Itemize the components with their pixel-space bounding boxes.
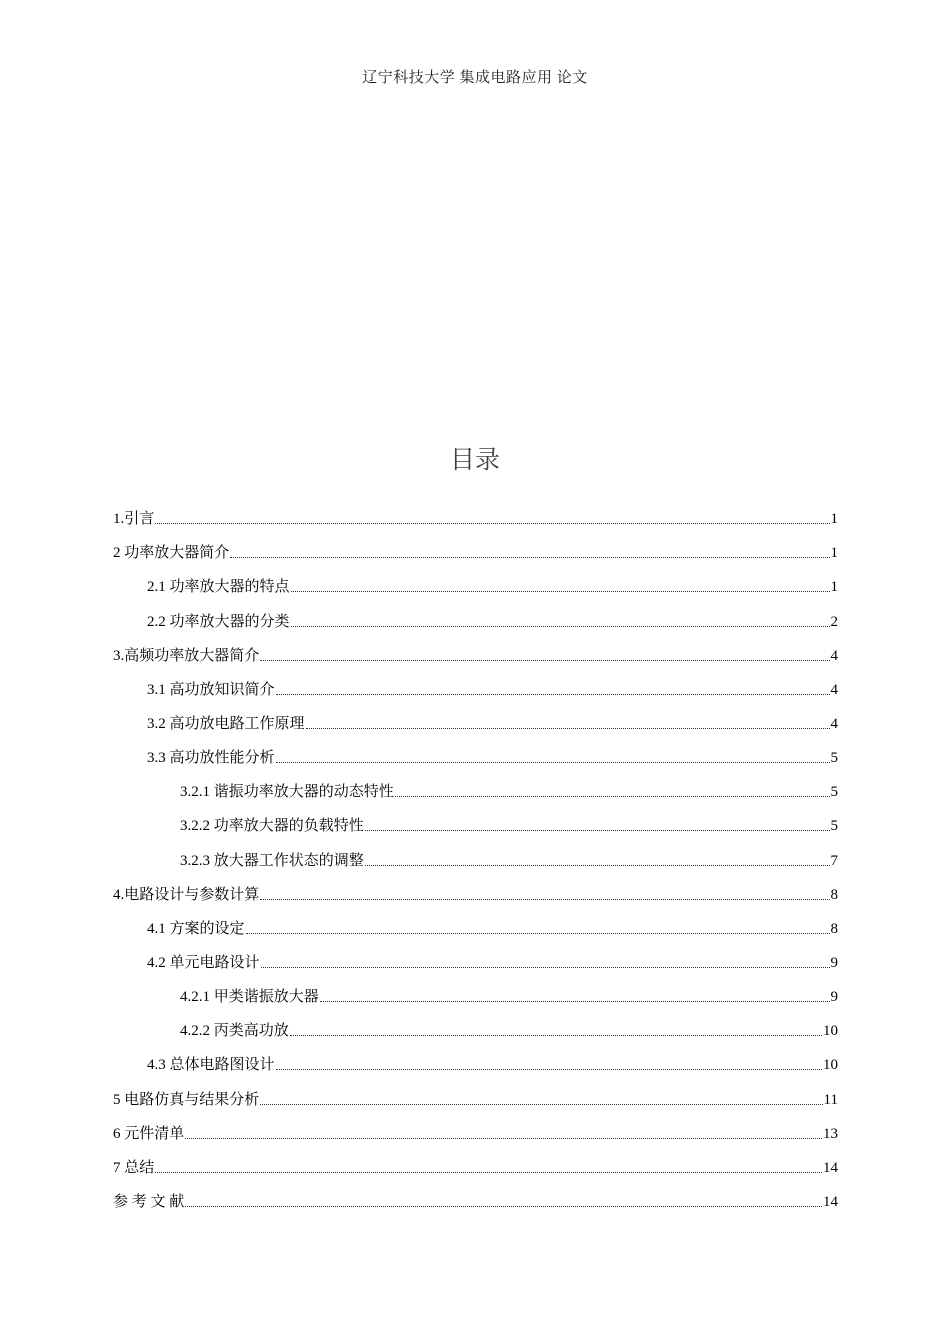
toc-entry[interactable] [113, 1144, 838, 1178]
dot-leader [260, 1104, 822, 1105]
toc-entry-page-number: 11 [823, 1091, 838, 1108]
toc-entry-page-number: 5 [830, 750, 838, 767]
toc-entry-page-number: 9 [830, 954, 838, 971]
toc-entry[interactable] [113, 836, 838, 870]
toc-entry[interactable] [113, 1178, 838, 1212]
toc-entry-label: 参 考 文 献 [113, 1193, 185, 1210]
dot-leader [276, 762, 830, 763]
toc-entry-label: 3.3 高功放性能分析 [147, 750, 275, 767]
toc-entry-label: 3.2.3 放大器工作状态的调整 [180, 852, 364, 869]
toc-entry-label: 2 功率放大器简介 [113, 545, 230, 562]
toc-entry-label: 3.高频功率放大器简介 [113, 647, 260, 664]
toc-entry-label: 3.2.2 功率放大器的负载特性 [180, 818, 364, 835]
dot-leader [246, 933, 830, 934]
toc-entry[interactable] [113, 905, 838, 939]
toc-entry-label: 6 元件清单 [113, 1125, 185, 1142]
toc-entry-label: 4.1 方案的设定 [147, 920, 245, 937]
dot-leader [320, 1001, 830, 1002]
toc-entry[interactable] [113, 973, 838, 1007]
toc-entry-page-number: 8 [830, 886, 838, 903]
toc-entry-page-number: 14 [823, 1193, 838, 1210]
toc-entry-label: 4.电路设计与参数计算 [113, 886, 260, 903]
toc-entry-page-number: 8 [830, 920, 838, 937]
page-header: 辽宁科技大学 集成电路应用 论文 [362, 70, 588, 86]
toc-entry-page-number: 4 [830, 715, 838, 732]
toc-entry[interactable] [113, 1075, 838, 1109]
toc-entry[interactable] [113, 871, 838, 905]
toc-entry[interactable] [113, 563, 838, 597]
toc-entry[interactable] [113, 529, 838, 563]
toc-entry[interactable] [113, 666, 838, 700]
toc-entry-page-number: 5 [830, 818, 838, 835]
toc-entry-label: 5 电路仿真与结果分析 [113, 1091, 260, 1108]
toc-entry-page-number: 1 [830, 511, 838, 528]
toc-entry-label: 2.1 功率放大器的特点 [147, 579, 290, 596]
toc-entry[interactable] [113, 734, 838, 768]
toc-entry[interactable] [113, 597, 838, 631]
dot-leader [155, 523, 829, 524]
toc-entry-page-number: 10 [823, 1023, 838, 1040]
toc-entry-page-number: 7 [830, 852, 838, 869]
toc-entry-page-number: 13 [823, 1125, 838, 1142]
dot-leader [276, 694, 830, 695]
dot-leader [395, 796, 830, 797]
toc-entry-label: 3.1 高功放知识简介 [147, 681, 275, 698]
toc-entry[interactable] [113, 700, 838, 734]
toc-entry[interactable] [113, 495, 838, 529]
dot-leader [230, 557, 829, 558]
toc-entry-label: 4.2 单元电路设计 [147, 954, 260, 971]
toc-entry-page-number: 4 [830, 647, 838, 664]
toc-entry-label: 7 总结 [113, 1159, 155, 1176]
toc-entry-page-number: 10 [823, 1057, 838, 1074]
toc-entry[interactable] [113, 802, 838, 836]
toc-entry[interactable] [113, 939, 838, 973]
toc-entry-label: 4.2.1 甲类谐振放大器 [180, 989, 319, 1006]
toc-entry-page-number: 1 [830, 545, 838, 562]
toc-entry[interactable] [113, 1110, 838, 1144]
toc-entry-page-number: 5 [830, 784, 838, 801]
toc-entry-page-number: 9 [830, 989, 838, 1006]
dot-leader [185, 1206, 822, 1207]
toc-entry-page-number: 1 [830, 579, 838, 596]
dot-leader [290, 1035, 822, 1036]
toc-entry-label: 3.2.1 谐振功率放大器的动态特性 [180, 784, 394, 801]
dot-leader [260, 660, 829, 661]
dot-leader [155, 1172, 822, 1173]
dot-leader [260, 899, 829, 900]
toc-entry-page-number: 2 [830, 613, 838, 630]
toc-entry-label: 1.引言 [113, 511, 155, 528]
dot-leader [185, 1138, 822, 1139]
toc-entry-label: 3.2 高功放电路工作原理 [147, 715, 305, 732]
dot-leader [306, 728, 830, 729]
dot-leader [261, 967, 830, 968]
toc-entry-label: 4.2.2 丙类高功放 [180, 1023, 289, 1040]
toc-entry[interactable] [113, 1007, 838, 1041]
toc-entry[interactable] [113, 632, 838, 666]
dot-leader [291, 591, 830, 592]
dot-leader [365, 865, 830, 866]
toc-entry[interactable] [113, 768, 838, 802]
table-of-contents [113, 495, 838, 1212]
toc-entry[interactable] [113, 1041, 838, 1075]
dot-leader [276, 1069, 822, 1070]
dot-leader [365, 830, 830, 831]
toc-entry-page-number: 14 [823, 1159, 838, 1176]
dot-leader [291, 626, 830, 627]
toc-entry-label: 4.3 总体电路图设计 [147, 1057, 275, 1074]
toc-entry-label: 2.2 功率放大器的分类 [147, 613, 290, 630]
toc-entry-page-number: 4 [830, 681, 838, 698]
toc-title: 目录 [449, 445, 500, 474]
